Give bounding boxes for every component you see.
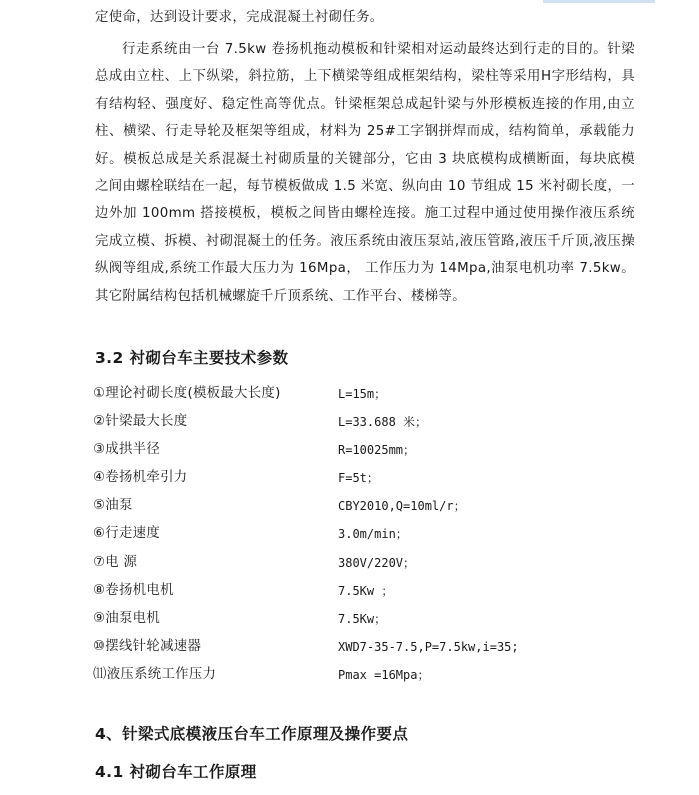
param-label: ①理论衬砌长度(模板最大长度) <box>93 386 281 401</box>
param-value: F=5t； <box>338 471 379 486</box>
param-label: ⑦电 源 <box>93 554 138 570</box>
param-value: 7.5Kw ； <box>338 583 394 598</box>
param-label: ⑥行走速度 <box>93 526 161 542</box>
param-row <box>93 436 653 464</box>
param-value: Pmax =16Mpa； <box>338 667 430 682</box>
param-label: ⑧卷扬机电机 <box>93 582 174 598</box>
param-value: L=33.688 米； <box>338 415 428 430</box>
section-3-2-heading: 3.2 衬砌台车主要技术参数 <box>95 349 289 367</box>
param-value: CBY2010,Q=10ml/r； <box>338 499 466 514</box>
param-row <box>93 661 653 689</box>
param-row <box>93 492 653 520</box>
param-value: 7.5Kw； <box>338 611 387 626</box>
param-row <box>93 549 653 577</box>
param-value: XWD7-35-7.5,P=7.5kw,i=35; <box>338 639 519 654</box>
technical-parameters-list <box>93 380 653 689</box>
param-label: ⑩摆线针轮减速器 <box>93 638 202 654</box>
selection-highlight-mark <box>543 0 655 3</box>
param-label: ③成拱半径 <box>93 442 161 458</box>
param-row <box>93 464 653 492</box>
param-row <box>93 633 653 661</box>
param-label: ⑾液压系统工作压力 <box>93 666 217 682</box>
paragraph-walking-system: 行走系统由一台 7.5kw 卷扬机拖动模板和针梁相对运动最终达到行走的目的。针梁总成由立柱、上下纵梁，斜拉筋，上下横梁等组成框架结构，梁柱等采用H字形结构，具有结构轻、强度好、稳定性高等优点。针梁框架总成起针梁与外形模板连接的作用,由立柱、横梁、行走导轮及框架等组成，材料为 25#工字钢拼焊而成，结构简单，承载能力好。模板总成是关系混凝土衬砌质量的关键部分，它由 3 块底模构成横断面，每块底模之间由螺栓联结在一起，每节模板做成 1.5 米宽、纵向由 10 节组成 15 米衬砌长度，一边外加 100mm 搭接模板，模板之间皆由螺栓连接。施工过程中通过使用操作液压系统完成立模、拆模、衬砌混凝土的任务。液压系统由液压泵站,液压管路,液压千斤顶,液压操纵阀等组成,系统工作最大压力为 16Mpa， 工作压力为 14Mpa,油泵电机功率 7.5kw。其它附属结构包括机械螺旋千斤顶系统、工作平台、楼梯等。 <box>95 42 635 304</box>
param-value: R=10025mm； <box>338 443 416 458</box>
param-row <box>93 380 653 408</box>
section-4-heading: 4、针梁式底模液压台车工作原理及操作要点 <box>95 725 409 743</box>
paragraph-intro-tail: 定使命，达到设计要求，完成混凝土衬砌任务。 <box>95 10 384 25</box>
param-row <box>93 577 653 605</box>
param-value: 380V/220V； <box>338 555 416 570</box>
param-label: ⑤油泵 <box>93 498 133 514</box>
param-value: 3.0m/min； <box>338 527 408 542</box>
param-row <box>93 408 653 436</box>
section-4-1-heading: 4.1 衬砌台车工作原理 <box>95 763 257 781</box>
param-label: ⑨油泵电机 <box>93 610 161 626</box>
param-label: ②针梁最大长度 <box>93 414 188 430</box>
param-label: ④卷扬机牵引力 <box>93 470 188 486</box>
param-value: L=15m； <box>338 387 387 401</box>
param-row <box>93 520 653 548</box>
param-row <box>93 605 653 633</box>
